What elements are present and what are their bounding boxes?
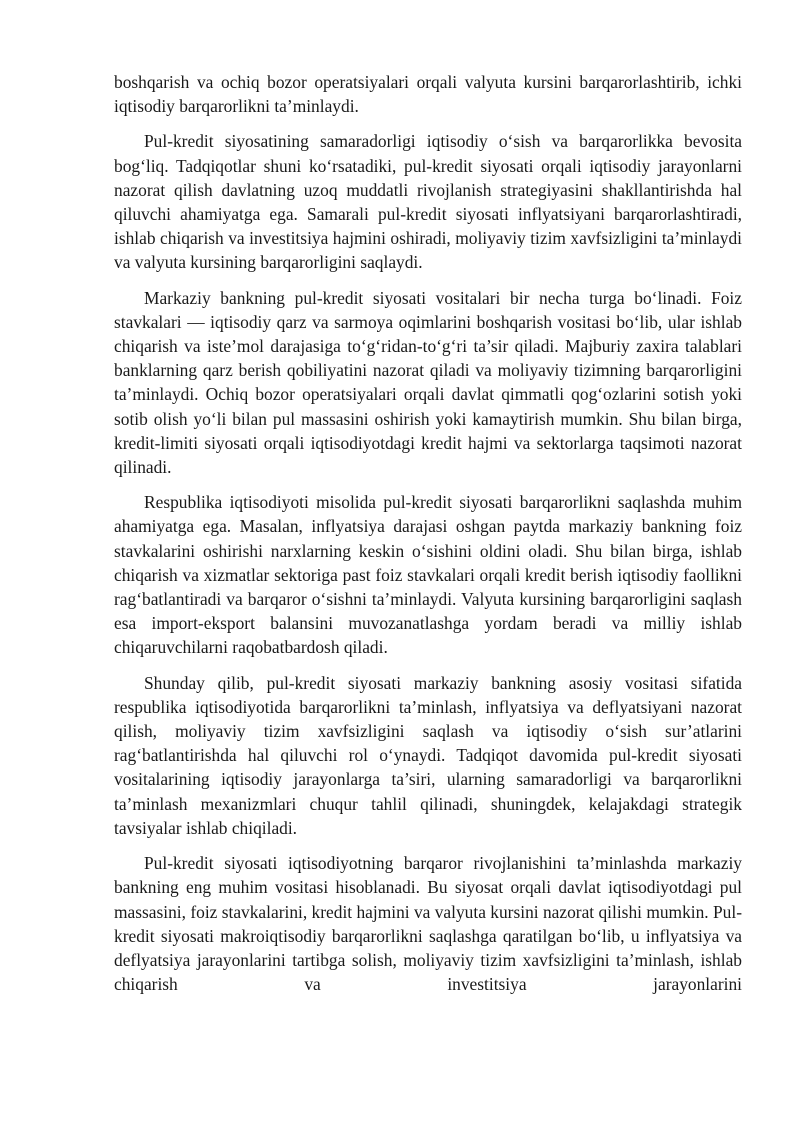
paragraph-effectiveness: Pul-kredit siyosatining samaradorligi iqtisodiy o‘sish va barqarorlikka bevosita bog‘liq. Tadqiqotlar shuni ko‘rsatadiki, pul-kredit siyosati orqali iqtisodiy jarayonlarni nazorat qilish davlatning uzoq muddatli rivojlanish strategiyasini shakllantirishda hal qiluvchi ahamiyatga ega. Samarali pul-kredit siyosati inflyatsiyani barqarorlashtiradi, ishlab chiqarish va investitsiya hajmini oshiradi, moliyaviy tizim xavfsizligini ta’minlaydi va valyuta kursining barqarorligini saqlaydi. <box>114 131 742 273</box>
paragraph-central-bank-tool: Pul-kredit siyosati iqtisodiyotning barqaror rivojlanishini ta’minlashda markaziy bankning eng muhim vositasi hisoblanadi. Bu siyosat orqali davlat iqtisodiyotdagi pul massasini, foiz stavkalarini, kredit hajmini va valyuta kursini nazorat qilishi mumkin. Pul-kredit siyosati makroiqtisodiy barqarorlikni saqlashga qaratilgan bo‘lib, u inflyatsiya va deflyatsiya jarayonlarini tartibga solish, moliyaviy tizim xavfsizligini ta’minlash, ishlab chiqarish va investitsiya jarayonlarini <box>114 853 742 995</box>
paragraph-republic-example: Respublika iqtisodiyoti misolida pul-kredit siyosati barqarorlikni saqlashda muhim ahamiyatga ega. Masalan, inflyatsiya darajasi oshgan paytda markaziy bankning foiz stavkalarini oshirishi narxlarning keskin o‘sishini oldini oladi. Shu bilan birga, ishlab chiqarish va xizmatlar sektoriga past foiz stavkalari orqali kredit berish iqtisodiy faollikni rag‘batlantiradi va barqaror o‘sishni ta’minlaydi. Valyuta kursining barqarorligini saqlash esa import-eksport balansini muvozanatlashga yordam beradi va milliy ishlab chiqaruvchilarni raqobatbardosh qiladi. <box>114 492 742 658</box>
paragraph-conclusion: Shunday qilib, pul-kredit siyosati markaziy bankning asosiy vositasi sifatida respublika iqtisodiyotida barqarorlikni ta’minlash, inflyatsiya va deflyatsiyani nazorat qilish, moliyaviy tizim xavfsizligini saqlash va iqtisodiy o‘sish sur’atlarini rag‘batlantirishda hal qiluvchi rol o‘ynaydi. Tadqiqot davomida pul-kredit siyosati vositalarining iqtisodiy jarayonlarga ta’siri, ularning samaradorligi va barqarorlikni ta’minlash mexanizmlari chuqur tahlil qilinadi, shuningdek, kelajakdagi strategik tavsiyalar ishlab chiqiladi. <box>114 672 742 838</box>
paragraph-policy-tools: Markaziy bankning pul-kredit siyosati vositalari bir necha turga bo‘linadi. Foiz stavkalari — iqtisodiy qarz va sarmoya oqimlarini boshqarish vositasi bo‘lib, ular ishlab chiqarish va iste’mol darajasiga to‘g‘ridan-to‘g‘ri ta’sir qiladi. Majburiy zaxira talablari banklarning qarz berish qobiliyatini nazorat qiladi va moliyaviy tizimning barqarorligini ta’minlaydi. Ochiq bozor operatsiyalari orqali davlat qimmatli qog‘ozlarini sotish yoki sotib olish yo‘li bilan pul massasini oshirish yoki kamaytirish mumkin. Shu bilan birga, kredit-limiti siyosati orqali iqtisodiyotdagi kredit hajmi va sektorlarga taqsimoti nazorat qilinadi. <box>114 287 742 478</box>
paragraph-continuation: boshqarish va ochiq bozor operatsiyalari orqali valyuta kursini barqarorlashtirib, ichki iqtisodiy barqarorlikni ta’minlaydi. <box>114 72 742 117</box>
document-page <box>114 70 742 1007</box>
